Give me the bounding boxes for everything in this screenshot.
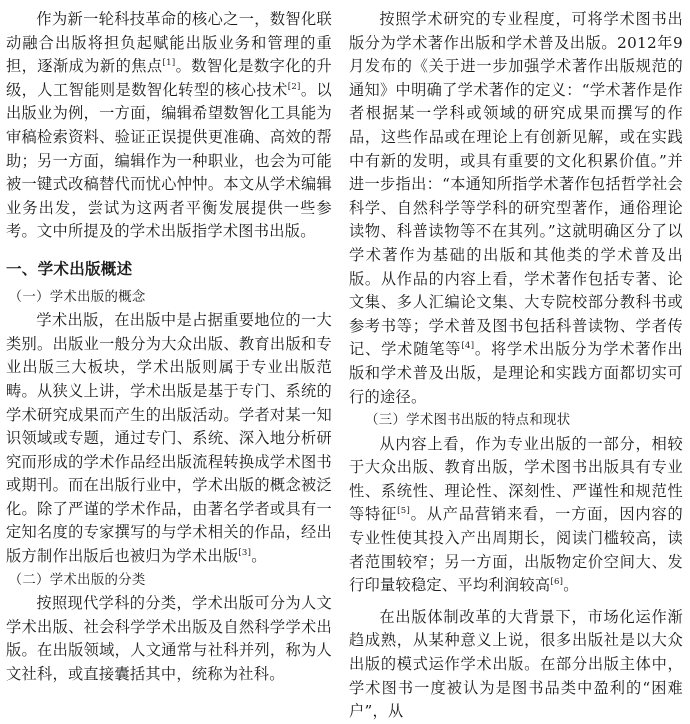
citation-2: [2] xyxy=(287,81,301,92)
citation-6: [6] xyxy=(550,577,564,588)
left-column xyxy=(6,8,332,687)
citation-4: [4] xyxy=(461,341,475,352)
subsection-heading-2: （二）学术出版的分类 xyxy=(8,572,146,588)
subsection-heading-3: （三）学术图书出版的特点和现状 xyxy=(365,413,571,429)
section-heading-1: 一、学术出版概述 xyxy=(6,259,133,278)
citation-1: [1] xyxy=(162,58,176,69)
academic-types-paragraph: 按照学术研究的专业程度，可将学术图书出版分为学术著作出版和学术普及出版。2012年9月发布的《关于进一步加强学术著作出版规范的通知》中明确了学术著作的定义：“学术著作是作者根据某一学科或领域的研究成果而撰写的作品，这些作品或在理论上有创新见解，或在实践中有新的发明，或具有重要的文化积累价值。”并进一步指出：“本通知所指学术著作包括哲学社会科学、自然科学等学科的研究型著作，通俗理论读物、科普读物等不在其列。”这就明确区分了以学术著作为基础的出版和其他类的学术普及出版。从作品的内容上看，学术著作包括专著、论文集、多人汇编论文集、大专院校部分教科书或参考书等；学术普及图书包括科普读物、学者传记、学术随笔等[4]。将学术出版分为学术著作出版和学术普及出版，是理论和实践方面都切实可行的途径。 xyxy=(349,10,683,406)
subsection-heading-1: （一）学术出版的概念 xyxy=(8,289,146,305)
right-column xyxy=(349,8,683,724)
features-paragraph: 从内容上看，作为专业出版的一部分，相较于大众出版、教育出版，学术图书出版具有专业性、系统性、理论性、深刻性、严谨性和规范性等特征[5]。从产品营销来看，一方面，因内容的专业性使其投入产出周期长，阅读门槛较高，读者范围较窄；另一方面，出版物定价空间大、发行印量较稳定、平均利润较高[6]。 xyxy=(349,434,683,595)
classification-paragraph: 按照现代学科的分类，学术出版可分为人文学术出版、社会科学学术出版及自然科学学术出版。在出版领域，人文通常与社科并列，称为人文社科，或直接囊括其中，统称为社科。 xyxy=(6,594,332,684)
status-paragraph: 在出版体制改革的大背景下，市场化运作渐趋成熟，从某种意义上说，很多出版社是以大众出版的模式运作学术出版。在部分出版主体中，学术图书一度被认为是图书品类中盈利的“困难户”，从 xyxy=(349,607,683,721)
intro-paragraph: 作为新一轮科技革命的核心之一，数智化联动融合出版将担负起赋能出版业务和管理的重担，逐渐成为新的焦点[1]。数智化是数字化的升级，人工智能则是数智化转型的核心技术[2]。以出版业为例，一方面，编辑希望数智化工具能为审稿检索资料、验证正误提供更准确、高效的帮助；另一方面，编辑作为一种职业，也会为可能被一键式改稿替代而忧心忡忡。本文从学术编辑业务出发，尝试为这两者平衡发展提供一些参考。文中所提及的学术出版指学术图书出版。 xyxy=(6,10,333,241)
citation-5: [5] xyxy=(397,506,411,517)
citation-3: [3] xyxy=(238,548,252,558)
concept-paragraph: 学术出版，在出版中是占据重要地位的一大类别。出版业一般分为大众出版、教育出版和专业出版三大板块，学术出版则属于专业出版范畴。从狭义上讲，学术出版是基于专门、系统的学术研究成果而产生的出版活动。学者对某一知识领域或专题，通过专门、系统、深入地分析研究而形成的学术作品经出版流程转换成学术图书或期刊。而在出版行业中，学术出版的概念被泛化。除了严谨的学术作品，由著名学者或具有一定知名度的专家撰写的与学术相关的作品，经出版方制作出版后也被归为学术出版[3]。 xyxy=(6,311,332,566)
